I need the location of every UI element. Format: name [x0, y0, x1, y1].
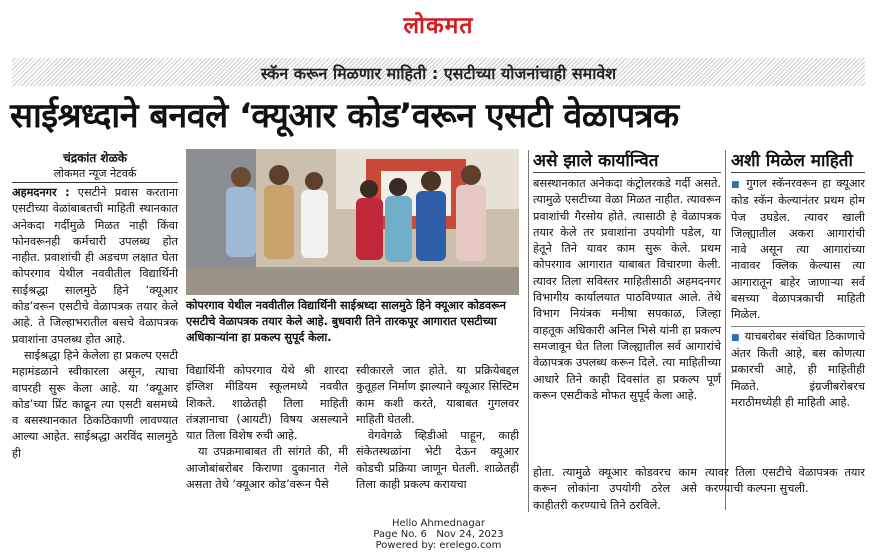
bullet-icon: ■ — [731, 180, 742, 190]
column-divider — [725, 150, 726, 510]
column-3 — [356, 363, 519, 513]
column-1-text — [12, 185, 178, 462]
masthead-logo: लोकमत — [403, 13, 474, 39]
dateline: अहमदनगर : — [12, 186, 70, 199]
strap-text: स्कॅन करून मिळणार माहिती : एसटीच्या योजनांचाही समावेश — [260, 64, 617, 83]
info-bullet-2-text: याचबरोबर संबंधित ठिकाणाचे अंतर किती आहे, बस कोणत्या प्रकारची आहे, ही माहितीही मिळते. इंग्रजीबरोबरच मराठीमध्येही ही माहिती आहे. — [731, 329, 865, 409]
photo-caption: कोपरगाव येथील नववीतील विद्यार्थिनी साईश्रध्दा सालमुठे हिने क्यूआर कोडवरून एसटीचे वेळापत्रक तयार केले आहे. बुधवारी तिने तारकपूर आगारात एसटीच्या अधिकाऱ्यांना हा प्रकल्प सुपूर्द केला. — [186, 299, 507, 344]
byline-name: चंद्रकांत शेळके — [63, 151, 127, 165]
info-bullet-2 — [731, 329, 865, 411]
column-2 — [186, 363, 348, 513]
news-photo — [186, 149, 519, 295]
footer-publication: Hello Ahmednagar — [392, 518, 485, 529]
footer-page-date: Page No. 6 Nov 24, 2023 — [373, 529, 504, 540]
bottom-para-b: त्यावर तिला एसटीचे वेळापत्रक तयार करण्याची कल्पना सुचली. — [705, 466, 865, 496]
column-1 — [12, 149, 178, 513]
section-implemented-text: बसस्थानकात अनेकदा कंट्रोलरकडे गर्दी असते. त्यामुळे एसटीच्या वेळा मिळत नाहीत. त्यावरून प्रवाशांची गैरसोय होते. त्यासाठी हे वेळापत्रक तयार केले तर प्रवाशांना उपयोगी पडेल, या हेतूने तिने यावर काम सुरू केले. प्रथम कोपरगाव आगारात याबाबत विचारणा केली. त्यावर तिला सविस्तर माहितीसाठी अहमदनगर विभागीय कार्यालयात पाठविण्यात आले. तेथे विभाग नियंत्रक मनीषा सपकाळ, जिल्हा वाहतूक अधिकारी अनिल भिसे यांनी हा प्रकल्प समजावून घेत तिला जिल्ह्यातील सर्व आगारांचे वेळापत्रक उपलब्ध करून दिले. त्या माहितीच्या आधारे तिने काही दिवसांत हा प्रकल्प पूर्ण करून एसटीकडे मोफत सुपूर्द केला आहे. — [533, 177, 721, 402]
photo-illustration — [186, 149, 519, 295]
section-implemented-heading: असे झाले कार्यान्वित — [533, 150, 721, 173]
section-info-heading: अशी मिळेल माहिती — [731, 150, 865, 173]
column-2-para-1: विद्यार्थिनी कोपरगाव येथे श्री शारदा इंग्लिश मीडियम स्कूलमध्ये नववीत शिकते. शाळेतही तिला माहिती तंत्रज्ञानाचा (आयटी) विषय असल्याने यात तिला विशेष रुची आहे. — [186, 364, 348, 443]
footer-powered-by: Powered by: erelego.com — [375, 540, 502, 551]
bottom-para-a: होता. त्यामुळे क्यूआर कोडवरच काम करून लोकांना उपयोगी ठरेल असे काहीतरी करण्याचे तिने ठरविले. — [533, 466, 697, 512]
strap-band — [12, 58, 865, 86]
section-info — [731, 150, 865, 462]
section-implemented — [533, 150, 721, 462]
bullet-icon: ■ — [731, 332, 741, 343]
column-divider — [528, 150, 529, 512]
byline-bureau: लोकमत न्यूज नेटवर्क — [12, 166, 178, 183]
info-bullet-1 — [731, 176, 865, 327]
footer — [0, 518, 877, 551]
info-bullet-1-text: गुगल स्कॅनरवरून हा क्यूआर कोड स्कॅन केल्यानंतर प्रथम होम पेज उघडेल. त्यावर खाली जिल्ह्यातील अकरा आगारांची नावे असून त्या आगारांच्या नावावर क्लिक केल्यास त्या आगारातून बाहेर जाणाऱ्या सर्व बसच्या वेळापत्रकाची माहिती मिळेल. — [731, 177, 865, 322]
column-1-para-1: एसटीने प्रवास करताना एसटीच्या वेळांबाबतची माहिती स्थानकात अनेकदा गर्दीमुळे मिळत नाही किंवा फोनवरूनही कर्मचारी उपलब्ध होत नाहीत. प्रवाशांची ही अडचण लक्षात घेता कोपरगाव येथील नववीतील विद्यार्थिनी साईश्रद्धा सालमुठे हिने ‘क्यूआर कोड’वरून एसटीचे वेळापत्रक तयार केले आहे. ते जिल्हाभरातील बसचे वेळापत्रक प्रवाशांना उपलब्ध होत आहे. — [12, 186, 178, 346]
column-3-para-2: वेगवेगळे व्हिडीओ पाहून, काही संकेतस्थळांना भेटी देऊन क्यूआर कोडची प्रक्रिया जाणून घेतली. शाळेतही तिला काही प्रकल्प करायचा — [356, 429, 519, 492]
column-3-para-1: स्वीकारले जात होते. या प्रक्रियेबद्दल कुतूहल निर्माण झाल्याने क्यूआर सिस्टिम काम कशी करते, याबाबत गुगलवर माहिती घेतली. — [356, 364, 519, 426]
column-1-para-2: साईश्रद्धा हिने केलेला हा प्रकल्प एसटी महामंडळाने स्वीकारला असून, त्याचा वापरही सुरू केला आहे. या ‘क्यूआर कोड’च्या प्रिंट काढून त्या एसटी बसमध्ये व बसस्थानकात ठिकठिकाणी लावण्यात आल्या आहेत. साईश्रद्धा अरविंद सालमुठे ही — [12, 348, 178, 460]
column-2-para-2: या उपक्रमाबाबत ती सांगते की, मी आजोबांबरोबर किराणा दुकानात गेले असता तेथे ‘क्यूआर कोड’वरून पैसे — [186, 445, 348, 492]
headline: साईश्रध्दाने बनवले ‘क्यूआर कोड’वरून एसटी वेळापत्रक — [10, 96, 679, 136]
